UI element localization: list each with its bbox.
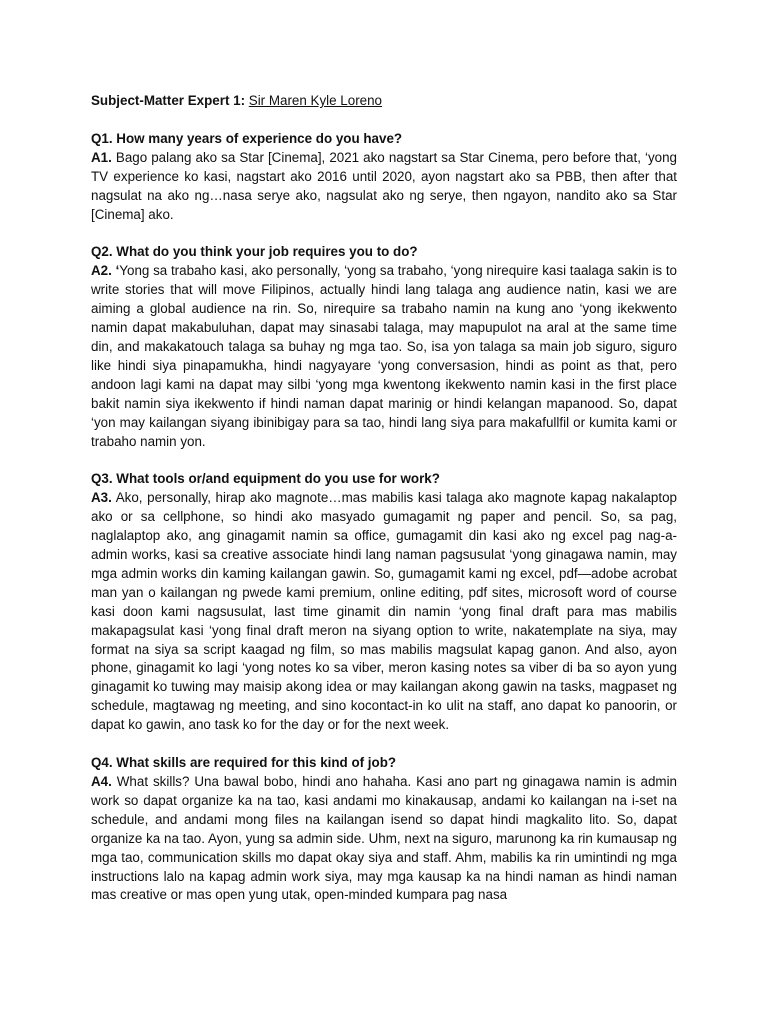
qa-block-4 (91, 754, 677, 905)
answer-1-text: Bago palang ako sa Star [Cinema], 2021 ako nagstart sa Star Cinema, pero before that, ‘yong TV experience ko kasi, nagstart ako 2016 until 2020, ayon nagstart ako sa PBB, then after that nagsulat na ako ng…nasa serye ako, nagsulat ako ng serye, then ngayon, nandito ako sa Star [Cinema] ako. (91, 149, 677, 222)
question-1: Q1. How many years of experience do you have? (91, 130, 403, 146)
answer-1-label: A1. (91, 149, 112, 165)
question-4: Q4. What skills are required for this kind of job? (91, 755, 397, 771)
answer-4-label: A4. (91, 774, 112, 789)
expert-label: Subject-Matter Expert 1: (91, 93, 246, 108)
expert-name: Sir Maren Kyle Loreno (248, 93, 382, 108)
document-page (91, 92, 677, 924)
answer-2-label: A2. ‘ (91, 263, 120, 279)
answer-3-text: Ako, personally, hirap ako magnote…mas mabilis kasi talaga ako magnote kapag nakalaptop ako or sa cellphone, so hindi ako masyado gumagamit ng paper and pencil. So, sa pag, naglalaptop ako, ang ginagamit namin sa office, gumagamit din kasi ako ng excel pag nag-a-admin works, kasi sa creative associate hindi lang naman pagsusulat ‘yong ginagawa namin, may mga admin works din kaming kailangan gawin. So, gumagamit kami ng excel, pdf—adobe acrobat man yan o kailangan ng pwede kami premium, online editing, pdf sites, microsoft word of course kasi doon kami nagsusulat, last time ginamit din namin ‘yong final draft para mas mabilis makapagsulat kasi ‘yong final draft meron na siyang option to write, nakatemplate na siya, may format na siya sa script kaagad ng film, so mas mabilis magsulat kapag ganon. And also, ayon phone, ginagamit ko lagi ‘yong notes ko sa viber, meron kasing notes sa viber di ba so ayon yung ginagamit ko tuwing may maisip akong idea or may kailangan akong gawin na tasks, magpaset ng schedule, magtawag ng meeting, and sino kocontact-in ko ulit na staff, ano dapat ko panoorin, or dapat ko gawin, ano task ko for the day or for the next week. (91, 490, 677, 733)
answer-2 (91, 262, 677, 451)
answer-3-label: A3. (91, 490, 112, 506)
qa-block-2 (91, 243, 677, 451)
qa-block-1 (91, 130, 677, 225)
answer-4-text: What skills? Una bawal bobo, hindi ano hahaha. Kasi ano part ng ginagawa namin is admin work so dapat organize ka na tao, kasi andami mo kinakausap, andami ko kailangan na i-set na schedule, and andami mong files na kailangan isend so dapat hindi magkalito lito. So, dapat organize ka na tao. Ayon, yung sa admin side. Uhm, next na siguro, marunong ka rin kumausap ng mga tao, communication skills mo dapat okay siya and staff. Ahm, mabilis ka rin umintindi ng mga instructions lalo na kapag admin work siya, may mga kausap ka na hindi naman as hindi naman mas creative or mas open yung utak, open-minded kumpara pag nasa (91, 774, 677, 903)
question-3: Q3. What tools or/and equipment do you use for work? (91, 471, 440, 487)
answer-3 (91, 489, 677, 735)
question-2: Q2. What do you think your job requires you to do? (91, 244, 418, 260)
expert-heading (91, 92, 677, 111)
qa-block-3 (91, 470, 677, 735)
answer-2-text: Yong sa trabaho kasi, ako personally, ‘yong sa trabaho, ‘yong nirequire kasi taalaga sakin is to write stories that will move Filipinos, actually hindi lang talaga ang audience natin, kasi we are aiming a global audience na rin. So, nirequire sa trabaho namin na kung ano ‘yong ikekwento namin dapat makabuluhan, dapat may sinasabi talaga, may mapupulot na aral at the same time din, and makakatouch talaga sa buhay ng mga tao. So, isa yon talaga sa main job siguro, siguro like hindi siya pinapamukha, hindi nagyayare ‘yong conversasion, hindi as point as that, pero andoon lagi kami na dapat may silbi ‘yong mga kwentong ikekwento namin kasi in the first place bakit namin siya ikekwento if hindi naman dapat marinig or hindi kelangan mapanood. So, dapat ‘yon may kailangan siyang ibinibigay para sa tao, hindi lang siya para makafullfil or kumita kami or trabaho namin yon. (91, 263, 677, 449)
answer-4 (91, 773, 677, 905)
answer-1 (91, 149, 677, 225)
